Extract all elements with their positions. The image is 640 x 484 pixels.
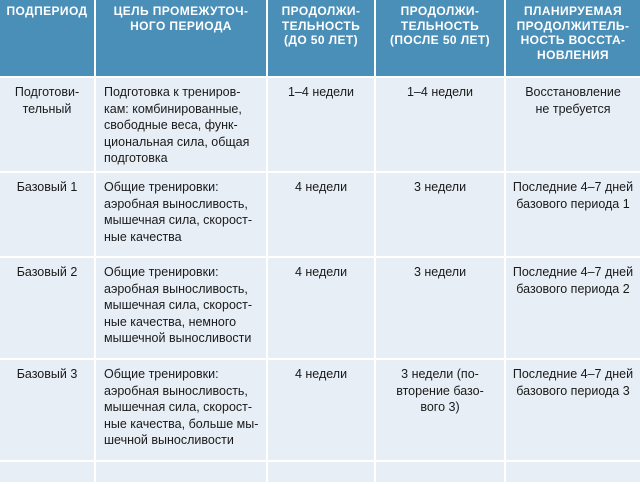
cell-goal: Общие тренировки: аэробная выносливость, мышечная сила, скорост- ные качества [96, 173, 268, 258]
table-row [0, 78, 640, 173]
cell-recovery: Последние 4–7 дней базового периода 2 [506, 258, 640, 360]
table-header [0, 0, 640, 78]
cell-subperiod: Подготови- тельный [0, 78, 96, 173]
cell-duration-under-50: 1–4 недели [268, 78, 376, 173]
cell-duration-under-50: 4 недели [268, 173, 376, 258]
table-row [0, 258, 640, 360]
cell-duration-under-50: 4 недели [268, 258, 376, 360]
cell-duration-over-50: 3 недели (по- вторение базо- вого 3) [376, 360, 506, 462]
table-row-partial [0, 462, 640, 484]
cell-duration-over-50: 3 недели [376, 173, 506, 258]
cell-recovery: Последние 4–7 дней базового периода 3 [506, 360, 640, 462]
cell-goal: Общие тренировки: аэробная выносливость, мышечная сила, скорост- ные качества, больше мы- шечной выносливости [96, 360, 268, 462]
header-row [0, 0, 640, 78]
cell-subperiod: Базовый 1 [0, 173, 96, 258]
header-duration-over-50: ПРОДОЛЖИ- ТЕЛЬНОСТЬ (ПОСЛЕ 50 ЛЕТ) [376, 0, 506, 78]
header-recovery-duration: ПЛАНИРУЕМАЯ ПРОДОЛЖИТЕЛЬ- НОСТЬ ВОССТА- НОВЛЕНИЯ [506, 0, 640, 78]
cell-recovery: Последние 4–7 дней базового периода 1 [506, 173, 640, 258]
cell-empty [376, 462, 506, 484]
table-row [0, 360, 640, 462]
cell-duration-over-50: 1–4 недели [376, 78, 506, 173]
header-goal: ЦЕЛЬ ПРОМЕЖУТОЧ- НОГО ПЕРИОДА [96, 0, 268, 78]
header-duration-under-50: ПРОДОЛЖИ- ТЕЛЬНОСТЬ (ДО 50 ЛЕТ) [268, 0, 376, 78]
table-row [0, 173, 640, 258]
cell-empty [0, 462, 96, 484]
cell-goal: Подготовка к трениров- кам: комбинированные, свободные веса, функ- циональная сила, общая подготовка [96, 78, 268, 173]
cell-empty [506, 462, 640, 484]
table-body [0, 78, 640, 484]
cell-duration-under-50: 4 недели [268, 360, 376, 462]
cell-duration-over-50: 3 недели [376, 258, 506, 360]
cell-empty [96, 462, 268, 484]
cell-empty [268, 462, 376, 484]
cell-recovery: Восстановление не требуется [506, 78, 640, 173]
header-subperiod: ПОДПЕРИОД [0, 0, 96, 78]
cell-subperiod: Базовый 2 [0, 258, 96, 360]
cell-subperiod: Базовый 3 [0, 360, 96, 462]
cell-goal: Общие тренировки: аэробная выносливость, мышечная сила, скорост- ные качества, немного мышечной выносливости [96, 258, 268, 360]
